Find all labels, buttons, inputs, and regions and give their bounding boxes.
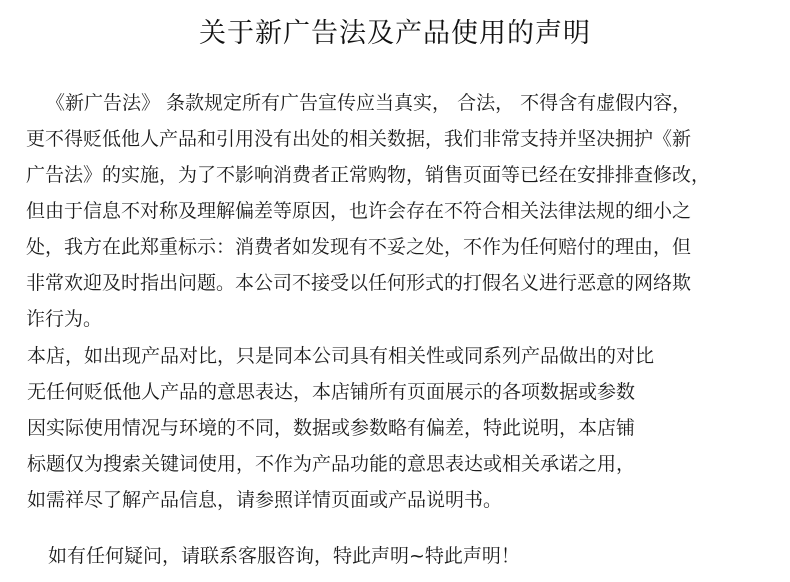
paragraph-line: 更不得贬低他人产品和引用没有出处的相关数据，我们非常支持并坚决拥护《新 [26, 128, 692, 150]
disclaimer-paragraph-product-comparison [27, 338, 773, 518]
paragraph-line: 《新广告法》 条款规定所有广告宣传应当真实， 合法， 不得含有虚假内容， [46, 92, 692, 114]
paragraph-line: 处，我方在此郑重标示：消费者如发现有不妥之处，不作为任何赔付的理由，但 [26, 236, 692, 258]
paragraph-line: 但由于信息不对称及理解偏差等原因，也许会存在不符合相关法律法规的细小之 [26, 200, 692, 222]
paragraph-line: 本店，如出现产品对比，只是同本公司具有相关性或同系列产品做出的对比 [27, 345, 655, 367]
paragraph-line: 标题仅为搜索关键词使用，不作为产品功能的意思表达或相关承诺之用， [27, 453, 636, 475]
closing-statement: 如有任何疑问，请联系客服咨询，特此声明~特此声明！ [48, 545, 520, 567]
paragraph-line: 非常欢迎及时指出问题。本公司不接受以任何形式的打假名义进行恶意的网络欺 [26, 272, 692, 294]
paragraph-line: 诈行为。 [26, 308, 103, 330]
paragraph-line: 广告法》的实施，为了不影响消费者正常购物，销售页面等已经在安排排查修改， [26, 164, 711, 186]
disclaimer-paragraph-advertising-law [26, 85, 772, 337]
paragraph-line: 如需祥尽了解产品信息，请参照详情页面或产品说明书。 [27, 489, 503, 511]
paragraph-line: 无任何贬低他人产品的意思表达，本店铺所有页面展示的各项数据或参数 [27, 381, 636, 403]
paragraph-line: 因实际使用情况与环境的不同，数据或参数略有偏差，特此说明，本店铺 [27, 417, 636, 439]
page-title: 关于新广告法及产品使用的声明 [199, 18, 591, 49]
